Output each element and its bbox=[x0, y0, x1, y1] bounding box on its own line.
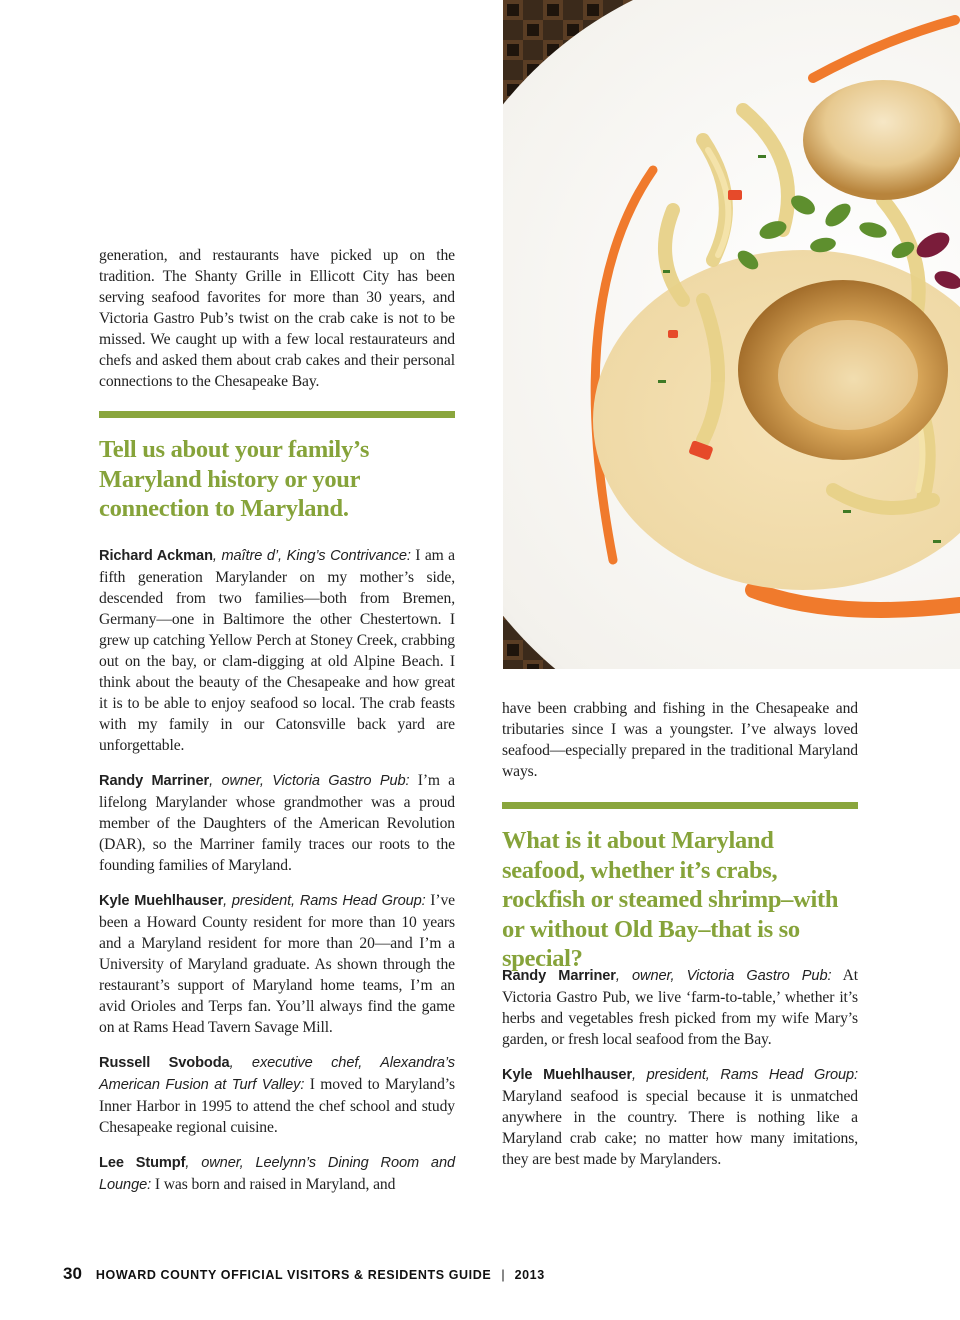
answer-text: Maryland seafood is special because it is unmatched anywhere in the country. There is nothing like a Maryland crab cake; no matter how many imitations, they are best made by Marylanders. bbox=[502, 1088, 858, 1168]
continued-block bbox=[502, 698, 858, 782]
page-footer bbox=[63, 1264, 545, 1286]
speaker-name: Randy Marriner bbox=[502, 968, 616, 984]
answer-text: I was born and raised in Maryland, and bbox=[151, 1176, 396, 1193]
answer-item bbox=[99, 545, 455, 756]
answer-item bbox=[99, 1052, 455, 1138]
section-divider bbox=[502, 802, 858, 809]
speaker-role: , president, Rams Head Group: bbox=[223, 893, 426, 909]
page-number: 30 bbox=[63, 1264, 82, 1283]
answers-column-left bbox=[99, 545, 455, 1210]
intro-block bbox=[99, 245, 455, 392]
speaker-role: , owner, Victoria Gastro Pub: bbox=[615, 968, 832, 984]
answer-item bbox=[502, 965, 858, 1050]
speaker-name: Russell Svoboda bbox=[99, 1055, 230, 1071]
speaker-role: , owner, Leelynn’s Dining Room and Lounge: bbox=[99, 1155, 455, 1193]
answer-text: I am a fifth generation Marylander on my mother’s side, descended from two families—both from Bremen, Germany—one in Baltimore the other Chestertown. I grew up catching Yellow Perch at Stoney Creek, crabbing out on the bay, or clam-digging at old Alpine Beach. I think about the beauty of the Chesapeake and how great it is to be able to enjoy seafood so local. The crab feasts with my family in our Catonsville back yard are unforgettable. bbox=[99, 547, 455, 754]
answer-item bbox=[99, 890, 455, 1038]
speaker-role: , owner, Victoria Gastro Pub: bbox=[209, 773, 410, 789]
speaker-name: Lee Stumpf bbox=[99, 1155, 186, 1171]
answer-item bbox=[99, 770, 455, 876]
answer-text: I’m a lifelong Marylander whose grandmother was a proud member of the Daughters of the American Revolution (DAR), so the Marriner family traces our roots to the founding families of Maryland. bbox=[99, 772, 456, 874]
answer-text: I’ve been a Howard County resident for more than 10 years and a Maryland resident for more than 20—and I’m a University of Maryland graduate. As shown through the restaurant’s support of Maryland home teams, I’m an avid Orioles and Terps fan. You’ll always find the game on at Rams Head Tavern Savage Mill. bbox=[99, 892, 455, 1036]
speaker-role: , president, Rams Head Group: bbox=[632, 1067, 859, 1083]
scallop-dish-image bbox=[503, 0, 960, 669]
answer-text: I moved to Maryland’s Inner Harbor in 1995 to attend the chef school and study Chesapeake regional cuisine. bbox=[99, 1076, 456, 1136]
speaker-name: Kyle Muehlhauser bbox=[99, 893, 224, 909]
section-divider bbox=[99, 411, 455, 418]
answers-column-right bbox=[502, 965, 858, 1184]
speaker-name: Kyle Muehlhauser bbox=[502, 1067, 633, 1083]
speaker-name: Richard Ackman bbox=[99, 548, 213, 564]
publication-year: 2013 bbox=[514, 1268, 545, 1282]
publication-title: HOWARD COUNTY OFFICIAL VISITORS & RESIDENTS GUIDE bbox=[95, 1268, 492, 1282]
answer-item bbox=[502, 1064, 858, 1170]
section-heading: Tell us about your family’s Maryland history or your connection to Maryland. bbox=[99, 436, 370, 522]
food-photo bbox=[503, 0, 960, 669]
intro-paragraph: generation, and restaurants have picked up on the tradition. The Shanty Grille in Ellicott City has been serving seafood favorites for more than 30 years, and Victoria Gastro Pub’s twist on the crab cake is not to be missed. We caught up with a few local restaurateurs and chefs and asked them about crab cakes and their personal connections to the Chesapeake Bay. bbox=[99, 247, 455, 390]
answer-text: At Victoria Gastro Pub, we live ‘farm-to-table,’ whether it’s herbs and vegetables fresh picked from my wife Mary’s garden, or fresh local seafood from the Bay. bbox=[502, 967, 858, 1048]
answer-item bbox=[99, 1152, 455, 1196]
section-heading: What is it about Maryland seafood, whether it’s crabs, rockfish or steamed shrimp–with or without Old Bay–that is so special? bbox=[502, 827, 839, 972]
speaker-role: , maître d’, King’s Contrivance: bbox=[212, 548, 411, 564]
footer-separator: | bbox=[501, 1268, 505, 1282]
speaker-role: , executive chef, Alexandra’s American Fusion at Turf Valley: bbox=[99, 1055, 456, 1093]
speaker-name: Randy Marriner bbox=[99, 773, 210, 789]
continued-paragraph: have been crabbing and fishing in the Chesapeake and tributaries since I was a youngster. I’ve always loved seafood—especially prepared in the traditional Maryland ways. bbox=[502, 700, 858, 780]
